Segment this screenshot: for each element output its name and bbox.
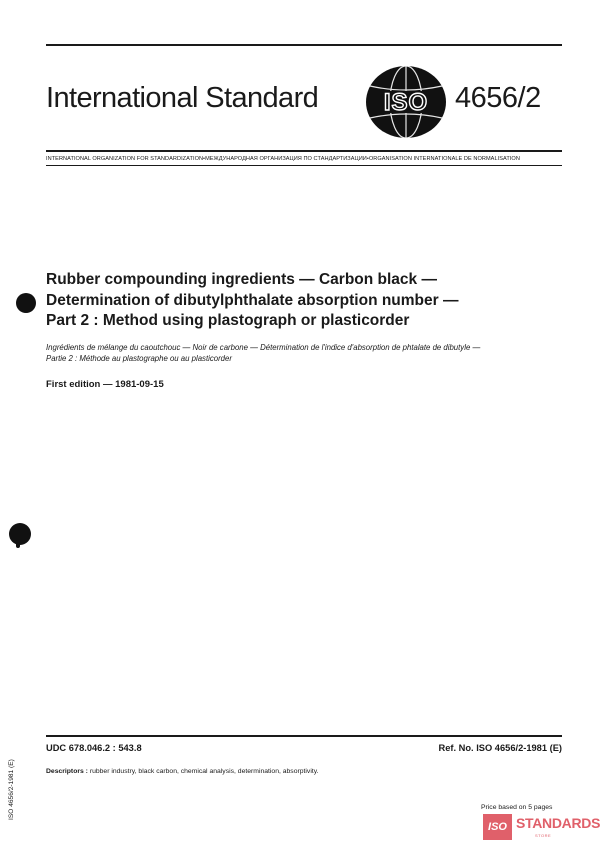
watermark-subtext: STORE xyxy=(535,833,552,838)
french-title xyxy=(46,342,566,364)
watermark-logo-box: ISO xyxy=(483,814,512,840)
standard-number: 4656/2 xyxy=(455,82,541,114)
title-line: Rubber compounding ingredients — Carbon black — xyxy=(46,271,437,288)
organization-line: INTERNATIONAL ORGANIZATION FOR STANDARDIZATION•МЕЖДУНАРОДНАЯ ОРГАНИЗАЦИЯ ПО СТАНДАРТИЗАЦИИ•ORGANISATION INTERNATIONALE DE NORMALISATION xyxy=(46,156,520,162)
price-note: Price based on 5 pages xyxy=(481,804,553,811)
descriptors-label: Descriptors : xyxy=(46,768,88,775)
reference-number: Ref. No. ISO 4656/2-1981 (E) xyxy=(438,743,562,753)
document-title xyxy=(46,270,566,332)
edition-date: First edition — 1981-09-15 xyxy=(46,379,164,390)
iso-logo xyxy=(364,64,448,140)
punch-hole-mark xyxy=(16,293,36,313)
descriptors xyxy=(46,768,319,775)
title-line: Part 2 : Method using plastograph or plasticorder xyxy=(46,312,410,329)
standard-heading: International Standard xyxy=(46,82,319,114)
french-title-line: Partie 2 : Méthode au plastographe ou au plasticorder xyxy=(46,354,232,363)
footer-rule xyxy=(46,735,562,737)
header-rule xyxy=(46,150,562,152)
side-reference: ISO 4656/2-1981 (E) xyxy=(8,759,15,820)
punch-hole-mark xyxy=(9,523,31,545)
iso-logo-text: ISO xyxy=(383,89,429,116)
header-rule-bottom xyxy=(46,165,562,166)
descriptors-values: rubber industry, black carbon, chemical analysis, determination, absorptivity. xyxy=(89,768,319,775)
title-line: Determination of dibutylphthalate absorption number — xyxy=(46,291,459,309)
watermark-text: STANDARDS xyxy=(516,815,600,831)
top-rule xyxy=(46,44,562,46)
udc-code: UDC 678.046.2 : 543.8 xyxy=(46,743,142,753)
french-title-line: Ingrédients de mélange du caoutchouc — Noir de carbone — Détermination de l'indice d'absorption de phtalate de dibutyle — xyxy=(46,343,481,352)
punch-hole-tail xyxy=(16,540,20,548)
